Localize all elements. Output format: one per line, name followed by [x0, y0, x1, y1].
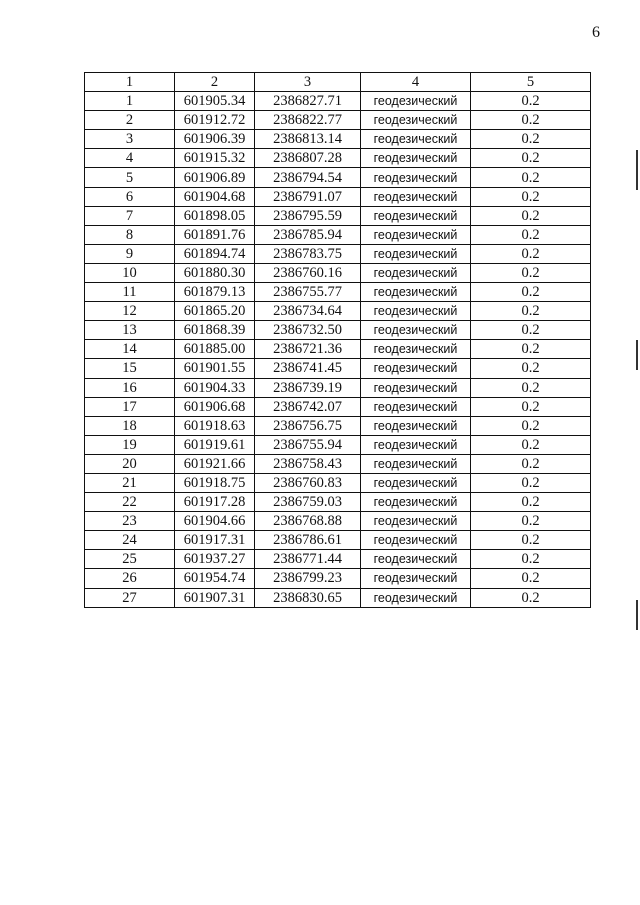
cell-x-coordinate: 601905.34: [175, 92, 255, 111]
header-col-5: 5: [471, 73, 591, 92]
cell-y-coordinate: 2386768.88: [255, 512, 361, 531]
cell-method: геодезический: [361, 92, 471, 111]
scan-mark: [636, 150, 638, 190]
table-row: [85, 187, 591, 206]
cell-y-coordinate: 2386755.77: [255, 283, 361, 302]
cell-y-coordinate: 2386794.54: [255, 168, 361, 187]
cell-x-coordinate: 601885.00: [175, 340, 255, 359]
cell-accuracy: 0.2: [471, 149, 591, 168]
table-row: [85, 321, 591, 340]
cell-x-coordinate: 601954.74: [175, 569, 255, 588]
cell-method: геодезический: [361, 435, 471, 454]
cell-x-coordinate: 601906.39: [175, 130, 255, 149]
cell-accuracy: 0.2: [471, 168, 591, 187]
cell-method: геодезический: [361, 359, 471, 378]
cell-x-coordinate: 601906.89: [175, 168, 255, 187]
table-row: [85, 111, 591, 130]
cell-x-coordinate: 601915.32: [175, 149, 255, 168]
cell-y-coordinate: 2386771.44: [255, 550, 361, 569]
cell-y-coordinate: 2386799.23: [255, 569, 361, 588]
table-row: [85, 168, 591, 187]
cell-accuracy: 0.2: [471, 416, 591, 435]
cell-accuracy: 0.2: [471, 473, 591, 492]
cell-accuracy: 0.2: [471, 263, 591, 282]
cell-accuracy: 0.2: [471, 569, 591, 588]
cell-method: геодезический: [361, 187, 471, 206]
cell-y-coordinate: 2386759.03: [255, 493, 361, 512]
header-col-3: 3: [255, 73, 361, 92]
cell-method: геодезический: [361, 244, 471, 263]
cell-accuracy: 0.2: [471, 493, 591, 512]
table-row: [85, 512, 591, 531]
table-row: [85, 473, 591, 492]
cell-accuracy: 0.2: [471, 187, 591, 206]
table-row: [85, 340, 591, 359]
cell-method: геодезический: [361, 493, 471, 512]
table-row: [85, 416, 591, 435]
cell-point-number: 24: [85, 531, 175, 550]
cell-method: геодезический: [361, 168, 471, 187]
cell-y-coordinate: 2386807.28: [255, 149, 361, 168]
cell-method: геодезический: [361, 130, 471, 149]
cell-y-coordinate: 2386795.59: [255, 206, 361, 225]
cell-x-coordinate: 601880.30: [175, 263, 255, 282]
cell-accuracy: 0.2: [471, 321, 591, 340]
cell-y-coordinate: 2386732.50: [255, 321, 361, 340]
cell-x-coordinate: 601904.33: [175, 378, 255, 397]
cell-method: геодезический: [361, 206, 471, 225]
cell-accuracy: 0.2: [471, 244, 591, 263]
cell-method: геодезический: [361, 473, 471, 492]
cell-accuracy: 0.2: [471, 550, 591, 569]
cell-method: геодезический: [361, 416, 471, 435]
cell-method: геодезический: [361, 149, 471, 168]
cell-point-number: 19: [85, 435, 175, 454]
scan-mark: [636, 340, 638, 370]
cell-accuracy: 0.2: [471, 225, 591, 244]
cell-x-coordinate: 601917.31: [175, 531, 255, 550]
cell-accuracy: 0.2: [471, 302, 591, 321]
cell-point-number: 23: [85, 512, 175, 531]
cell-x-coordinate: 601921.66: [175, 454, 255, 473]
cell-accuracy: 0.2: [471, 378, 591, 397]
cell-x-coordinate: 601879.13: [175, 283, 255, 302]
coordinates-table: [84, 72, 591, 608]
table-row: [85, 454, 591, 473]
cell-x-coordinate: 601891.76: [175, 225, 255, 244]
cell-y-coordinate: 2386758.43: [255, 454, 361, 473]
cell-y-coordinate: 2386755.94: [255, 435, 361, 454]
cell-y-coordinate: 2386721.36: [255, 340, 361, 359]
header-col-4: 4: [361, 73, 471, 92]
cell-accuracy: 0.2: [471, 111, 591, 130]
cell-point-number: 17: [85, 397, 175, 416]
cell-x-coordinate: 601901.55: [175, 359, 255, 378]
header-col-2: 2: [175, 73, 255, 92]
cell-accuracy: 0.2: [471, 340, 591, 359]
page-number: 6: [592, 24, 600, 41]
cell-method: геодезический: [361, 569, 471, 588]
cell-y-coordinate: 2386786.61: [255, 531, 361, 550]
cell-point-number: 6: [85, 187, 175, 206]
table-row: [85, 359, 591, 378]
cell-point-number: 26: [85, 569, 175, 588]
table-row: [85, 130, 591, 149]
cell-point-number: 14: [85, 340, 175, 359]
cell-accuracy: 0.2: [471, 397, 591, 416]
cell-y-coordinate: 2386760.16: [255, 263, 361, 282]
table-row: [85, 588, 591, 607]
cell-method: геодезический: [361, 588, 471, 607]
cell-point-number: 27: [85, 588, 175, 607]
cell-method: геодезический: [361, 397, 471, 416]
cell-y-coordinate: 2386742.07: [255, 397, 361, 416]
cell-accuracy: 0.2: [471, 588, 591, 607]
cell-point-number: 13: [85, 321, 175, 340]
table-row: [85, 435, 591, 454]
cell-method: геодезический: [361, 340, 471, 359]
cell-x-coordinate: 601917.28: [175, 493, 255, 512]
cell-point-number: 22: [85, 493, 175, 512]
cell-method: геодезический: [361, 225, 471, 244]
cell-method: геодезический: [361, 263, 471, 282]
table-row: [85, 569, 591, 588]
cell-y-coordinate: 2386741.45: [255, 359, 361, 378]
table-row: [85, 550, 591, 569]
cell-y-coordinate: 2386813.14: [255, 130, 361, 149]
cell-point-number: 21: [85, 473, 175, 492]
cell-accuracy: 0.2: [471, 359, 591, 378]
cell-x-coordinate: 601918.63: [175, 416, 255, 435]
cell-point-number: 12: [85, 302, 175, 321]
cell-x-coordinate: 601912.72: [175, 111, 255, 130]
cell-x-coordinate: 601918.75: [175, 473, 255, 492]
cell-y-coordinate: 2386783.75: [255, 244, 361, 263]
header-col-1: 1: [85, 73, 175, 92]
table-row: [85, 263, 591, 282]
scan-mark: [636, 600, 638, 630]
cell-x-coordinate: 601937.27: [175, 550, 255, 569]
cell-x-coordinate: 601894.74: [175, 244, 255, 263]
table-row: [85, 493, 591, 512]
cell-y-coordinate: 2386760.83: [255, 473, 361, 492]
cell-x-coordinate: 601868.39: [175, 321, 255, 340]
cell-y-coordinate: 2386785.94: [255, 225, 361, 244]
cell-method: геодезический: [361, 378, 471, 397]
cell-x-coordinate: 601904.66: [175, 512, 255, 531]
cell-accuracy: 0.2: [471, 283, 591, 302]
cell-point-number: 5: [85, 168, 175, 187]
cell-accuracy: 0.2: [471, 435, 591, 454]
cell-y-coordinate: 2386830.65: [255, 588, 361, 607]
cell-point-number: 1: [85, 92, 175, 111]
cell-accuracy: 0.2: [471, 206, 591, 225]
cell-x-coordinate: 601904.68: [175, 187, 255, 206]
cell-method: геодезический: [361, 550, 471, 569]
cell-point-number: 3: [85, 130, 175, 149]
table-row: [85, 378, 591, 397]
cell-method: геодезический: [361, 321, 471, 340]
cell-point-number: 4: [85, 149, 175, 168]
cell-y-coordinate: 2386791.07: [255, 187, 361, 206]
table-row: [85, 206, 591, 225]
cell-x-coordinate: 601898.05: [175, 206, 255, 225]
cell-accuracy: 0.2: [471, 454, 591, 473]
cell-y-coordinate: 2386756.75: [255, 416, 361, 435]
cell-x-coordinate: 601865.20: [175, 302, 255, 321]
cell-accuracy: 0.2: [471, 130, 591, 149]
cell-y-coordinate: 2386827.71: [255, 92, 361, 111]
cell-point-number: 2: [85, 111, 175, 130]
cell-point-number: 7: [85, 206, 175, 225]
table-row: [85, 531, 591, 550]
cell-method: геодезический: [361, 302, 471, 321]
cell-point-number: 11: [85, 283, 175, 302]
cell-method: геодезический: [361, 283, 471, 302]
table-row: [85, 149, 591, 168]
table-body: [85, 92, 591, 608]
table-row: [85, 244, 591, 263]
cell-y-coordinate: 2386734.64: [255, 302, 361, 321]
table-row: [85, 397, 591, 416]
table-row: [85, 283, 591, 302]
cell-method: геодезический: [361, 111, 471, 130]
table-row: [85, 225, 591, 244]
cell-point-number: 15: [85, 359, 175, 378]
cell-point-number: 20: [85, 454, 175, 473]
cell-accuracy: 0.2: [471, 92, 591, 111]
cell-x-coordinate: 601906.68: [175, 397, 255, 416]
table-row: [85, 302, 591, 321]
cell-y-coordinate: 2386739.19: [255, 378, 361, 397]
table-row: [85, 92, 591, 111]
cell-point-number: 25: [85, 550, 175, 569]
cell-x-coordinate: 601907.31: [175, 588, 255, 607]
cell-point-number: 16: [85, 378, 175, 397]
cell-point-number: 8: [85, 225, 175, 244]
cell-accuracy: 0.2: [471, 512, 591, 531]
table-header-row: [85, 73, 591, 92]
cell-point-number: 18: [85, 416, 175, 435]
cell-method: геодезический: [361, 531, 471, 550]
cell-accuracy: 0.2: [471, 531, 591, 550]
cell-method: геодезический: [361, 512, 471, 531]
cell-method: геодезический: [361, 454, 471, 473]
cell-y-coordinate: 2386822.77: [255, 111, 361, 130]
cell-x-coordinate: 601919.61: [175, 435, 255, 454]
cell-point-number: 9: [85, 244, 175, 263]
cell-point-number: 10: [85, 263, 175, 282]
